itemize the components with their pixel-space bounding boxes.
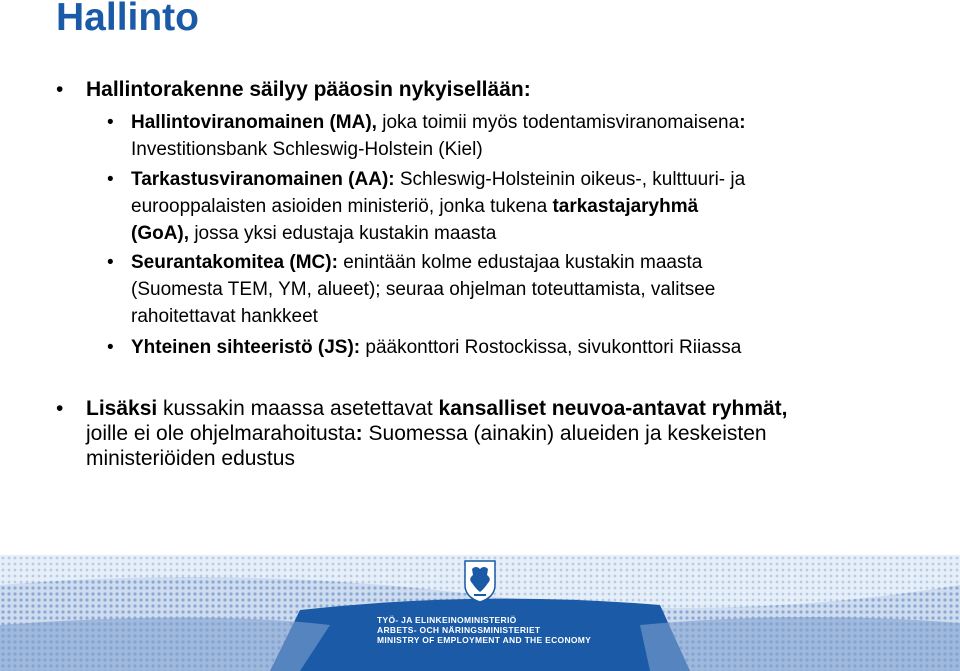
bullet-bold-text: (GoA), [131, 223, 190, 244]
bullet-bold-text: Yhteinen sihteeristö (JS): [131, 337, 361, 358]
bullet-dot-icon: • [56, 78, 64, 101]
bullet-text: pääkonttori Rostockissa, sivukonttori Riiassa [360, 337, 742, 358]
bullet-dot-icon: • [107, 337, 114, 358]
bullet-text: (Suomesta TEM, YM, alueet); seuraa ohjelman toteuttamista, valitsee [131, 279, 716, 300]
bullet-dot-icon: • [107, 112, 114, 133]
bullet-bold-text: Seurantakomitea (MC): [131, 252, 338, 273]
bullet-bold-text: Tarkastusviranomainen (AA): [131, 169, 395, 190]
bullet-l2-mc [107, 249, 921, 330]
bullet-bold-text: kansalliset neuvoa-antavat ryhmät, [438, 397, 788, 420]
bullet-l2-ma [107, 109, 921, 163]
lion-crest-icon [462, 559, 498, 603]
bullet-dot-icon: • [107, 252, 114, 273]
bullet-bold-colon: : [355, 422, 363, 445]
bullet-text: Investitionsbank Schleswig-Holstein (Kiel) [131, 139, 483, 160]
bullet-text: jossa yksi edustaja kustakin maasta [189, 223, 497, 244]
bullet-l2-aa [107, 166, 921, 247]
footer-ministry-en: MINISTRY OF EMPLOYMENT AND THE ECONOMY [377, 635, 592, 645]
bullet-text: joille ei ole ohjelmarahoitusta [86, 422, 356, 445]
bullet-dot-icon: • [107, 169, 114, 190]
bullet-text: enintään kolme edustajaa kustakin maasta [337, 252, 703, 273]
bullet-text: ministeriöiden edustus [86, 447, 295, 470]
footer-ministry-fi: TYÖ- JA ELINKEINOMINISTERIÖ [377, 615, 517, 625]
bullet-bold-text: Hallintoviranomainen (MA), [131, 112, 377, 133]
footer-banner [0, 555, 960, 671]
bullet-l1-structure [56, 78, 926, 101]
bullet-text: Suomessa (ainakin) alueiden ja keskeisten [362, 422, 767, 445]
bullet-text: joka toimii myös todentamisviranomaisena [376, 112, 740, 133]
bullet-l2-js [107, 334, 921, 361]
bullet-text: kussakin maassa asetettavat [157, 397, 439, 420]
bullet-text: Schleswig-Holsteinin oikeus-, kulttuuri- ja [394, 169, 746, 190]
slide-title: Hallinto [56, 0, 199, 39]
bullet-l1-advisory [56, 396, 926, 471]
bullet-bold-text: Lisäksi [86, 397, 158, 420]
bullet-bold-colon: : [739, 112, 746, 133]
bullet-dot-icon: • [56, 397, 64, 420]
footer-ministry-sv: ARBETS- OCH NÄRINGSMINISTERIET [377, 625, 541, 635]
bullet-text: Hallintorakenne säilyy pääosin nykyisellään: [86, 78, 531, 101]
bullet-text: eurooppalaisten asioiden ministeriö, jonka tukena [131, 196, 553, 217]
bullet-text: rahoitettavat hankkeet [131, 306, 318, 327]
bullet-bold-text: tarkastajaryhmä [552, 196, 699, 217]
